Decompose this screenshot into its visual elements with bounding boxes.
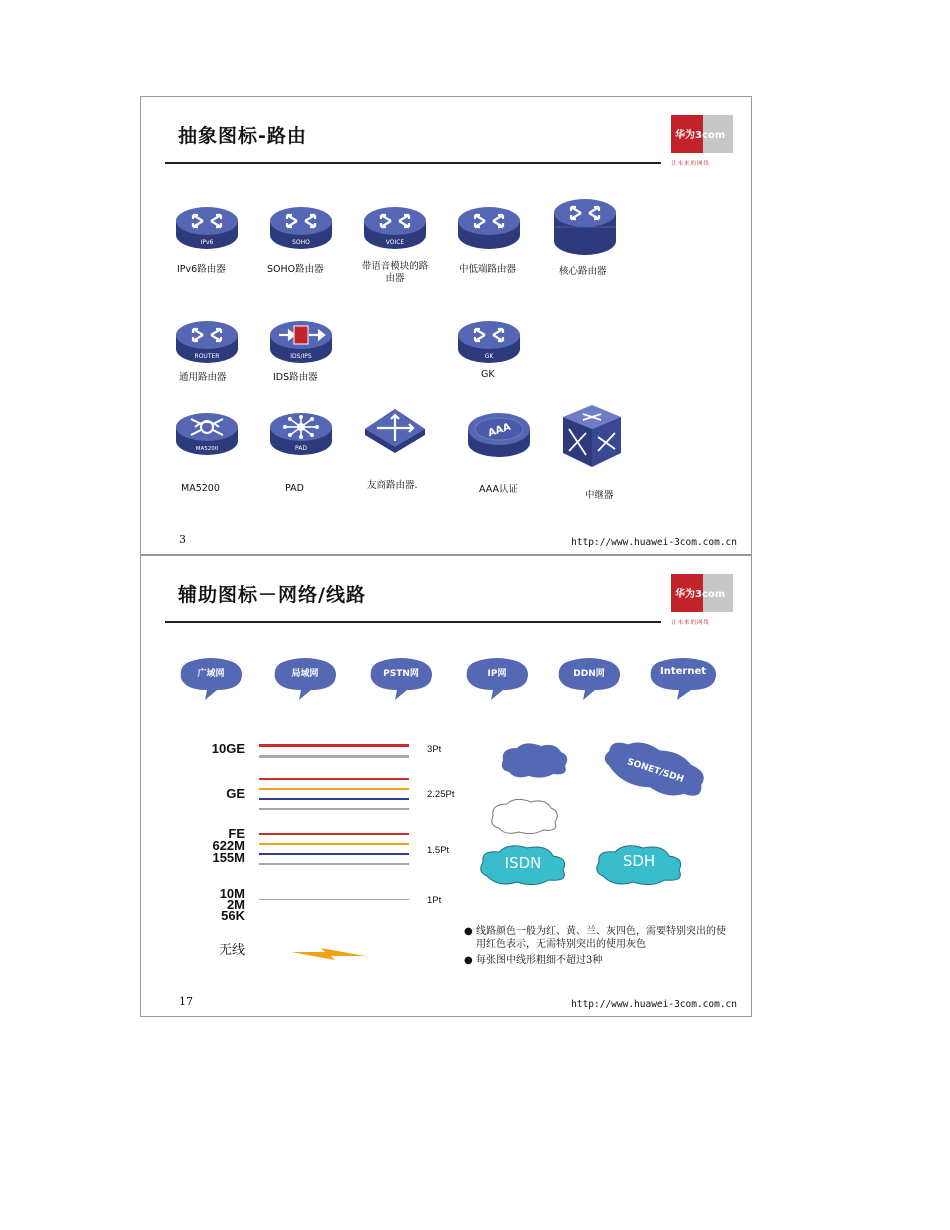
friend-router-icon: [363, 407, 427, 455]
line-fe-red: [259, 833, 409, 835]
cloud-label: 局域网: [291, 669, 319, 679]
svg-text:GK: GK: [484, 353, 494, 360]
title-divider: [165, 621, 661, 623]
slide-title: 抽象图标-路由: [178, 125, 307, 147]
svg-text:IDS/IPS: IDS/IPS: [290, 353, 312, 360]
thickness-label: 2.25Pt: [427, 789, 455, 800]
line-10ge-red: [259, 744, 409, 747]
icon-caption: 友商路由器.: [367, 480, 418, 491]
icon-caption: 带语音模块的路由器: [361, 261, 429, 284]
repeater-icon: [561, 403, 623, 469]
lowend-router-icon: [457, 205, 521, 251]
gk-router-icon: [457, 319, 521, 365]
thickness-label: 3Pt: [427, 744, 442, 755]
svg-text:MA5200: MA5200: [195, 446, 219, 452]
title-divider: [165, 162, 661, 164]
speed-label: 10GE: [211, 741, 245, 756]
footer-url: http://www.huawei-3com.com.cn: [571, 999, 737, 1010]
cloud-label: Internet: [659, 666, 706, 677]
slide-network-lines: [140, 555, 752, 1017]
svg-text:VOICE: VOICE: [385, 239, 405, 246]
svg-text:IPv6: IPv6: [200, 239, 214, 246]
company-logo: 华为3com 让未来的网络: [671, 574, 733, 626]
line-fe-grey: [259, 863, 409, 865]
line-ge-yellow: [259, 788, 409, 790]
icon-caption: 中继器: [585, 490, 614, 501]
line-fe-yellow: [259, 843, 409, 845]
page-number: 17: [179, 995, 193, 1008]
note-item: ● 线路颜色一般为红、黄、兰、灰四色，需要特别突出的使用红色表示，无需特别突出的使用灰色: [464, 926, 726, 950]
line-ge-blue: [259, 798, 409, 800]
line-ge-red: [259, 778, 409, 780]
icon-caption: 通用路由器: [179, 372, 227, 383]
sdh-cloud-icon: [593, 842, 685, 886]
svg-text:AAA: AAA: [486, 421, 513, 440]
sonet-sdh-cloud-icon: [599, 740, 711, 808]
lan-cloud-icon: [271, 656, 339, 702]
line-10ge-grey: [259, 755, 409, 758]
isdn-cloud-icon: [477, 842, 569, 886]
pstn-cloud-icon: [367, 656, 435, 702]
svg-text:ROUTER: ROUTER: [194, 353, 220, 360]
ids-router-icon: [269, 319, 333, 365]
speed-label: 10M: [219, 886, 245, 901]
icon-caption: 核心路由器: [559, 266, 607, 277]
svg-text:SONET/SDH: SONET/SDH: [625, 757, 685, 785]
speed-label: 155M: [212, 850, 245, 865]
icon-caption: 中低端路由器: [459, 264, 517, 275]
thickness-label: 1Pt: [427, 895, 442, 906]
icon-caption: PAD: [285, 483, 304, 494]
icon-caption: MA5200: [181, 483, 220, 494]
cloud-label: 广域网: [197, 669, 225, 679]
voice-router-icon: [363, 205, 427, 251]
company-logo: 华为3com 让未来的网络: [671, 115, 733, 167]
soho-router-icon: [269, 205, 333, 251]
icon-caption: AAA认证: [479, 484, 519, 495]
slide-routers: [140, 96, 752, 555]
thickness-label: 1.5Pt: [427, 845, 450, 856]
wireless-bolt-icon: [291, 946, 365, 962]
cloud-label: SDH: [622, 852, 656, 870]
speed-label: 2M: [226, 897, 245, 912]
footer-url: http://www.huawei-3com.com.cn: [571, 537, 737, 548]
internet-cloud-icon: [647, 656, 719, 702]
ip-cloud-icon: [463, 656, 531, 702]
outline-cloud-icon: [489, 796, 561, 838]
cloud-label: DDN网: [573, 669, 605, 679]
page-number: 3: [179, 533, 186, 546]
ddn-cloud-icon: [555, 656, 623, 702]
speed-label: FE: [228, 826, 245, 841]
svg-text:SOHO: SOHO: [292, 239, 310, 246]
icon-caption: SOHO路由器: [267, 264, 324, 275]
aaa-icon: [467, 411, 531, 459]
slide-title: 辅助图标－网络/线路: [178, 584, 366, 606]
ipv6-router-icon: [175, 205, 239, 251]
icon-caption: IPv6路由器: [177, 264, 226, 275]
speed-label: 622M: [212, 838, 245, 853]
line-ge-grey: [259, 808, 409, 810]
general-router-icon: [175, 319, 239, 365]
line-10m-grey: [259, 899, 409, 900]
cloud-label: ISDN: [504, 854, 542, 872]
cloud-label: IP网: [487, 669, 507, 679]
note-item: ● 每张图中线形粗细不超过3种: [464, 955, 603, 966]
icon-caption: GK: [481, 369, 495, 380]
network-cloud-icon: [499, 742, 571, 782]
wireless-label: 无线: [218, 943, 245, 958]
core-router-icon: [553, 197, 617, 257]
pad-icon: [269, 411, 333, 457]
cloud-label: PSTN网: [383, 669, 419, 679]
ma5200-icon: [175, 411, 239, 457]
svg-text:PAD: PAD: [295, 445, 307, 452]
wan-cloud-icon: [177, 656, 245, 702]
speed-label: 56K: [221, 908, 245, 923]
line-fe-blue: [259, 853, 409, 855]
speed-label: GE: [226, 786, 245, 801]
icon-caption: IDS路由器: [273, 372, 318, 383]
